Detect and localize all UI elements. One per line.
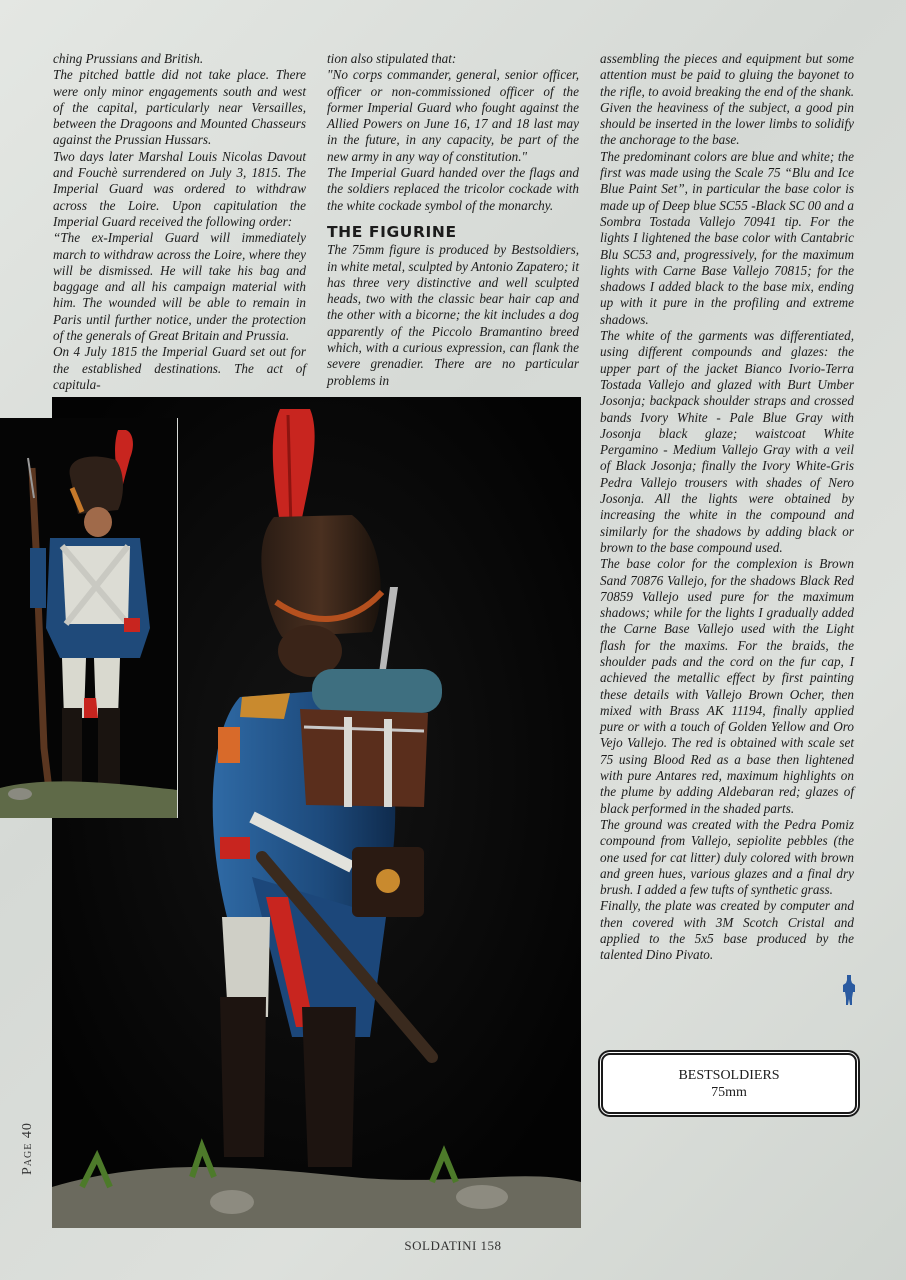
paragraph: The base color for the complexion is Brown Sand 70876 Vallejo, for the shadows Black Red 70859 Vallejo used pure for the maximum shadows; while for the lights I gradually added the Carne Base Vallejo used with the Light flash for the maxims. For the braids, the shoulder pads and the cord on the fur cap, I achieved the metallic effect by first painting these details with Vallejo Brown Ocher, then mixed with Brass AK 11194, finally applied pure or with a touch of Golden Yellow and Oro Vejo Vallejo. The red is obtained with scale set 75 using Blood Red as a base then lightened with pure Antares red, maximum highlights on the plume by adding Aldebaran red; glazes of black performed in the shaded parts. [600,556,854,816]
paragraph: “The ex-Imperial Guard will immediately march to withdraw across the Loire, where they will be dismissed. He will take his bag and baggage and all his campaign material with him. The wounded will be able to remain in Paris until further notice, under the protection of the generals of Great Britain and Prussia. [53,230,306,344]
paragraph: "No corps commander, general, senior officer, officer or non-commissioned officer of the former Imperial Guard who fought against the Allied Powers on June 16, 17 and 18 last may in the future, in any capacity, be part of the new army in any way of constitution." [327,67,579,164]
magazine-footer: SOLDATINI 158 [404,1238,502,1253]
soldier-silhouette-icon [841,975,857,1005]
paragraph: The ground was created with the Pedra Pomiz compound from Vallejo, sepiolite pebbles (the one used for cat litter) duly colored with brown and green hues, various glazes and a final dry brush. I added a few tufts of synthetic grass. [600,816,854,898]
paragraph: Finally, the plate was created by computer and then covered with 3M Scotch Cristal and applied to the 5x5 base produced by the talented Dino Pivato. [600,898,854,963]
paragraph: Two days later Marshal Louis Nicolas Davout and Fouchè surrendered on July 3, 1815. The Imperial Guard was ordered to withdraw across the Loire. Upon capitulation the Imperial Guard received the following order: [53,148,306,229]
paragraph: The pitched battle did not take place. There were only minor engagements south and west of the capital, particularly near Versailles, between the Dragoons and Mounted Chasseurs against the Prussian Hussars. [53,67,306,148]
paragraph: On 4 July 1815 the Imperial Guard set out for the established destinations. The act of capitula- [53,344,306,392]
paragraph: The 75mm figure is produced by Bestsoldiers, in white metal, sculpted by Antonio Zapatero; it has three very distinctive and well sculpted heads, two with the classic bear hair cap and the other with a bicorne; the kit includes a dog apparently of the Piccolo Bramantino breed which, with a curious expression, can flank the severe grenadier. There are no particular problems in [327,242,580,388]
section-heading: THE FIGURINE [327,222,457,241]
paragraph: tion also stipulated that: [327,51,457,66]
paragraph: The white of the garments was differentiated, using different compounds and glazes: the upper part of the jacket Bianco Ivorio-Terra Tostada Vallejo and glazed with Burt Umber Josonja; backpack shoulder straps and crossed bands Ivory White - Pale Blue Gray with Josonja black glaze; waistcoat White Pergamino - Medium Vallejo Gray with a veil of Black Josonja; finally the Ivory White-Gris Pedra Vallejo trousers with shades of Nero Josonja. All the lights were obtained by increasing the white in the compound and similarly for the shadows by adding black or brown to the base compound used. [600,328,854,555]
paragraph: The predominant colors are blue and white; the first was made using the Scale 75 “Blu and Ice Blue Paint Set”, in particular the base color is made up of Deep blue SC55 -Black SC 00 and a Sombra Tostada Vallejo 70941 tip. For the lights I lightened the base color with Cantabric Blu SC53 and, progressively, for the maximum lights with Carne Base Vallejo 70815; for the shadows I added black to the base mix, ending up with it pure in the profiling and extreme shadows. [600,148,854,327]
page-number: Page 40 [20,1122,35,1175]
text-column-1 [53,51,306,393]
paragraph: ching Prussians and British. [53,51,204,66]
paragraph: assembling the pieces and equipment but some attention must be paid to gluing the bayonet to the rifle, to avoid breaking the end of the shank. Given the heaviness of the subject, a good pin should be inserted in the lower limbs to solidify the anchorage to the base. [600,51,854,148]
product-info-box [601,1053,857,1114]
paragraph: The Imperial Guard handed over the flags and the soldiers replaced the tricolor cockade with the white cockade symbol of the monarchy. [327,165,579,213]
text-column-2 [327,51,579,389]
scale-label: 75mm [711,1084,747,1100]
manufacturer-label: BESTSOLDIERS [678,1067,780,1083]
figurine-front-illustration [0,418,177,818]
text-column-3 [600,51,854,964]
figurine-photo-front [0,418,178,818]
